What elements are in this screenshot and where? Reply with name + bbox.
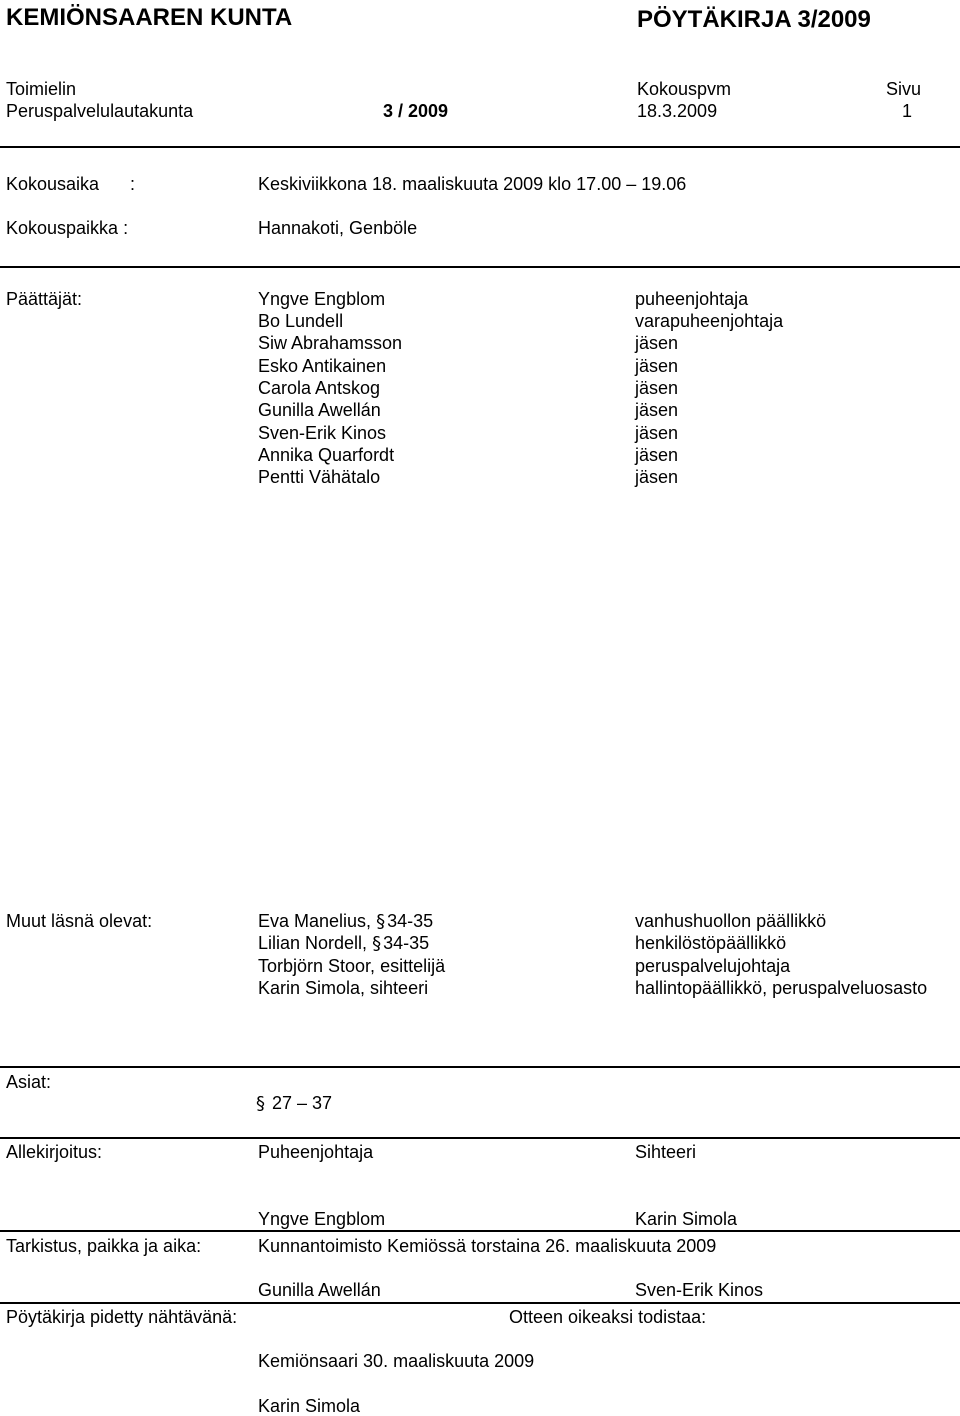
municipality-name: KEMIÖNSAAREN KUNTA (6, 4, 293, 31)
attendee-role: vanhushuollon päällikkö (635, 911, 827, 931)
matters-range-line (256, 1094, 332, 1113)
member-name: Annika Quarfordt (258, 445, 395, 465)
member-role: jäsen (635, 378, 679, 398)
review-value: Kunnantoimisto Kemiössä torstaina 26. maaliskuuta 2009 (258, 1236, 717, 1256)
divider (0, 266, 960, 268)
organ-value: Peruspalvelulautakunta (6, 101, 194, 121)
member-name: Gunilla Awellán (258, 400, 381, 420)
signature-label: Allekirjoitus: (6, 1142, 103, 1162)
review-label: Tarkistus, paikka ja aika: (6, 1236, 202, 1256)
time-colon: : (130, 174, 136, 194)
member-name: Yngve Engblom (258, 289, 386, 309)
attendee-name: Lilian Nordell, (258, 933, 368, 953)
place-label: Kokouspaikka : (6, 218, 129, 238)
secretary-name: Karin Simola (635, 1209, 738, 1229)
member-role: jäsen (635, 356, 679, 376)
others-label: Muut läsnä olevat: (6, 911, 153, 931)
deciders-label: Päättäjät: (6, 289, 83, 309)
matters-range: 27 – 37 (272, 1093, 333, 1113)
divider (0, 1066, 960, 1068)
member-name: Esko Antikainen (258, 356, 387, 376)
chair-name: Yngve Engblom (258, 1209, 386, 1229)
section-symbol: § (372, 933, 382, 954)
reviewer-name: Gunilla Awellán (258, 1280, 381, 1300)
attendee-role: peruspalvelujohtaja (635, 956, 791, 976)
divider (0, 1230, 960, 1232)
display-place-date: Kemiönsaari 30. maaliskuuta 2009 (258, 1351, 535, 1371)
place-value: Hannakoti, Genböle (258, 218, 418, 238)
member-role: puheenjohtaja (635, 289, 749, 309)
section-symbol: § (376, 911, 386, 932)
attendee-role: henkilöstöpäällikkö (635, 933, 787, 953)
page-label: Sivu (886, 79, 922, 99)
member-role: jäsen (635, 423, 679, 443)
time-label: Kokousaika (6, 174, 100, 194)
member-name: Carola Antskog (258, 378, 381, 398)
attendee-name: Eva Manelius, (258, 911, 372, 931)
member-role: varapuheenjohtaja (635, 311, 784, 331)
member-name: Pentti Vähätalo (258, 467, 381, 487)
divider (0, 146, 960, 148)
matters-label: Asiat: (6, 1072, 52, 1092)
attendee-role: hallintopäällikkö, peruspalveluosasto (635, 978, 928, 998)
attendee-name: Torbjörn Stoor, esittelijä (258, 956, 446, 976)
member-role: jäsen (635, 400, 679, 420)
date-value: 18.3.2009 (637, 101, 718, 121)
member-name: Sven-Erik Kinos (258, 423, 387, 443)
time-value: Keskiviikkona 18. maaliskuuta 2009 klo 17.00 – 19.06 (258, 174, 687, 194)
attendee-sections: 34-35 (387, 911, 434, 931)
page-value: 1 (902, 101, 913, 121)
member-name: Bo Lundell (258, 311, 344, 331)
display-signer: Karin Simola (258, 1396, 361, 1416)
divider (0, 1137, 960, 1139)
member-name: Siw Abrahamsson (258, 333, 403, 353)
meeting-number: 3 / 2009 (383, 101, 449, 121)
attendee-name-line (258, 934, 429, 953)
certify-label: Otteen oikeaksi todistaa: (509, 1307, 707, 1327)
section-symbol: § (256, 1093, 265, 1114)
date-label: Kokouspvm (637, 79, 732, 99)
attendee-name: Karin Simola, sihteeri (258, 978, 429, 998)
member-role: jäsen (635, 445, 679, 465)
organ-label: Toimielin (6, 79, 77, 99)
member-role: jäsen (635, 467, 679, 487)
chair-title: Puheenjohtaja (258, 1142, 374, 1162)
secretary-title: Sihteeri (635, 1142, 697, 1162)
display-label: Pöytäkirja pidetty nähtävänä: (6, 1307, 238, 1327)
attendee-sections: 34-35 (383, 933, 430, 953)
divider (0, 1302, 960, 1304)
attendee-name-line (258, 912, 433, 931)
reviewer-name: Sven-Erik Kinos (635, 1280, 764, 1300)
document-title: PÖYTÄKIRJA 3/2009 (637, 6, 871, 33)
member-role: jäsen (635, 333, 679, 353)
